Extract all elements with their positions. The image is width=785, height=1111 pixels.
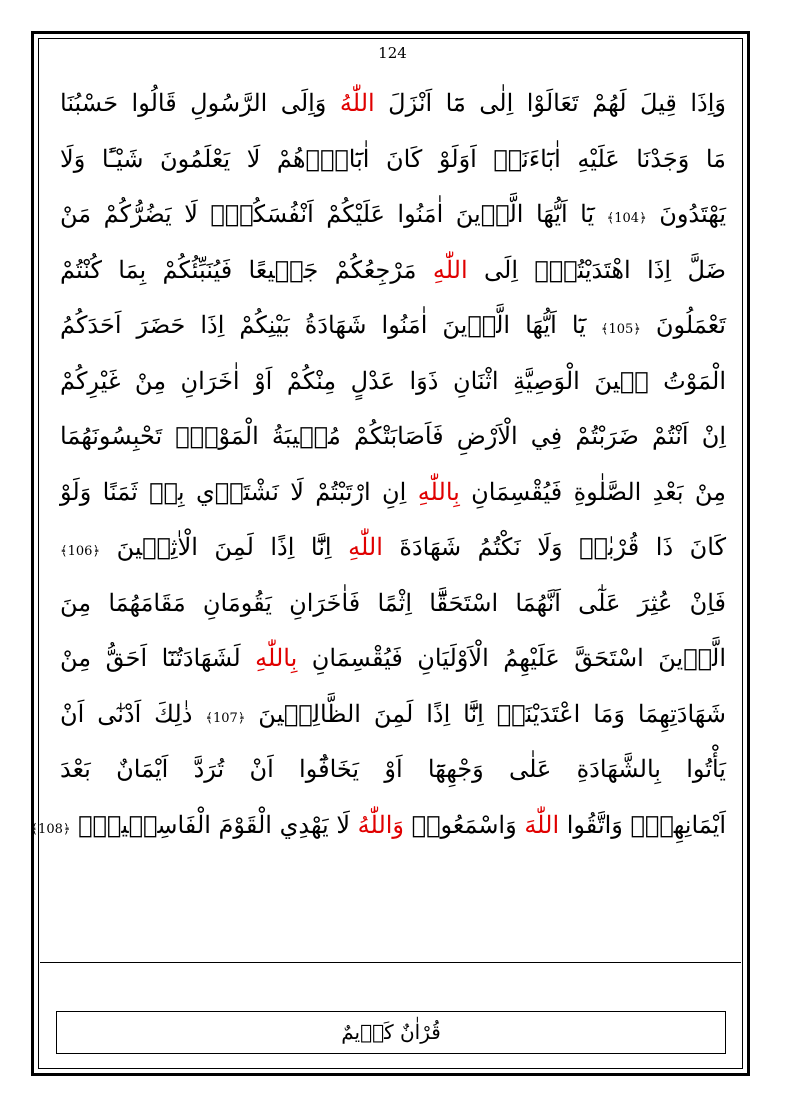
verse-text: وَاسْمَعُواۜ (404, 810, 525, 839)
text-line (30, 798, 726, 854)
divine-name: اللّٰهَ (524, 810, 560, 839)
text-line (60, 687, 726, 743)
text-line (60, 132, 726, 188)
verse-text: اِنَّٓا اِذًا لَمِنَ الْاٰثِم۪ينَ (100, 533, 349, 561)
page-number: 124 (378, 44, 407, 62)
ayah-number-marker: ﴿107﴾ (205, 710, 246, 726)
verse-text: مَرْجِعُكُمْ جَم۪يعًا فَيُنَبِّئُكُمْ بِمَا كُنْتُمْ (60, 255, 433, 284)
divine-name: اللّٰهِ (432, 255, 468, 284)
verse-text: يَهْتَدُونَ (646, 200, 726, 228)
text-line (60, 354, 726, 410)
verse-text: اِنِ ارْتَبْتُمْ لَا نَشْتَر۪ي بِه۪ ثَمَنًا وَلَوْ (60, 477, 418, 506)
verse-text: ذٰلِكَ اَدْنٰٓى اَنْ (60, 699, 206, 728)
verse-text: ضَلَّ اِذَا اهْتَدَيْتُمْۜ اِلَى (467, 255, 726, 284)
verse-text: شَهَادَتِهِمَا وَمَا اعْتَدَيْنَاۘ اِنَّٓا اِذًا لَمِنَ الظَّالِم۪ينَ (245, 699, 726, 728)
footer-label: قُرْاٰنٌ كَر۪يمٌ (341, 1020, 441, 1044)
verse-text: يَٓا اَيُّهَا الَّذ۪ينَ اٰمَنُوا عَلَيْكُمْ اَنْفُسَكُمْۚ لَا يَضُرُّكُمْ مَنْ (60, 200, 607, 228)
text-line (60, 742, 726, 798)
verse-text: لَا يَهْدِي الْقَوْمَ الْفَاسِق۪ينَ۟ (70, 810, 358, 839)
divine-name: اللّٰهِ (348, 533, 383, 561)
ayah-number-marker: ﴿106﴾ (60, 544, 101, 559)
verse-text: اِنْ اَنْتُمْ ضَرَبْتُمْ فِي الْاَرْضِ فَاَصَابَتْكُمْ مُص۪يبَةُ الْمَوْتِۜ تَحْبِسُونَهُمَا (60, 422, 726, 450)
ayah-number-marker: ﴿104﴾ (606, 211, 647, 226)
quran-text-block (30, 76, 727, 853)
verse-text: يَٓا اَيُّهَا الَّذ۪ينَ اٰمَنُوا شَهَادَةُ بَيْنِكُمْ اِذَا حَضَرَ اَحَدَكُمُ (60, 311, 601, 339)
verse-text: لَشَهَادَتُنَٓا اَحَقُّ مِنْ (60, 644, 256, 672)
divine-name: بِاللّٰهِ (255, 644, 298, 672)
text-line (60, 465, 726, 521)
verse-text: كَانَ ذَا قُرْبٰىۙ وَلَا نَكْتُمُ شَهَادَةَ (382, 533, 726, 561)
text-line (60, 76, 726, 132)
verse-text: مَا وَجَدْنَا عَلَيْهِ اٰبَٓاءَنَاۜ اَوَلَوْ كَانَ اٰبَٓاؤُ۬هُمْ لَا يَعْلَمُونَ شَيْـًٔا وَلَا (60, 144, 726, 173)
verse-text: الَّذ۪ينَ اسْتَحَقَّ عَلَيْهِمُ الْاَوْلَيَانِ فَيُقْسِمَانِ (297, 644, 726, 672)
verse-text: يَأْتُوا بِالشَّهَادَةِ عَلٰى وَجْهِهَٓا اَوْ يَخَافُٓوا اَنْ تُرَدَّ اَيْمَانٌ بَعْدَ (60, 755, 726, 783)
divine-name: اللّٰهُ (339, 89, 375, 117)
verse-text: وَاِذَا قِيلَ لَهُمْ تَعَالَوْا اِلٰى مَٓا اَنْزَلَ (374, 89, 727, 117)
ayah-number-marker: ﴿105﴾ (600, 322, 641, 337)
ayah-number-marker: ﴿108﴾ (30, 821, 71, 837)
text-line (60, 298, 726, 354)
text-line (60, 243, 726, 299)
text-line (60, 409, 726, 465)
divine-name: بِاللّٰهِ (417, 477, 460, 506)
verse-text: اَيْمَانِهِمْۜ وَاتَّقُوا (559, 810, 726, 839)
verse-text: الْمَوْتُ ح۪ينَ الْوَصِيَّةِ اثْنَانِ ذَوَا عَدْلٍ مِنْكُمْ اَوْ اٰخَرَانِ مِنْ غَيْرِكُمْ (60, 366, 726, 395)
text-line (60, 187, 726, 243)
text-line (60, 576, 726, 632)
verse-text: فَاِنْ عُثِرَ عَلٰٓى اَنَّهُمَا اسْتَحَقَّٓا اِثْمًا فَاٰخَرَانِ يَقُومَانِ مَقَامَهُمَا مِنَ (60, 588, 726, 617)
footer-divider (40, 962, 741, 963)
verse-text: وَاِلَى الرَّسُولِ قَالُوا حَسْبُنَا (60, 89, 340, 117)
footer-label-box (56, 1011, 726, 1054)
text-line (60, 520, 726, 576)
divine-name: وَاللّٰهُ (357, 810, 405, 839)
verse-text: تَعْمَلُونَ (640, 311, 726, 339)
text-line (60, 631, 726, 687)
verse-text: مِنْ بَعْدِ الصَّلٰوةِ فَيُقْسِمَانِ (459, 477, 727, 506)
